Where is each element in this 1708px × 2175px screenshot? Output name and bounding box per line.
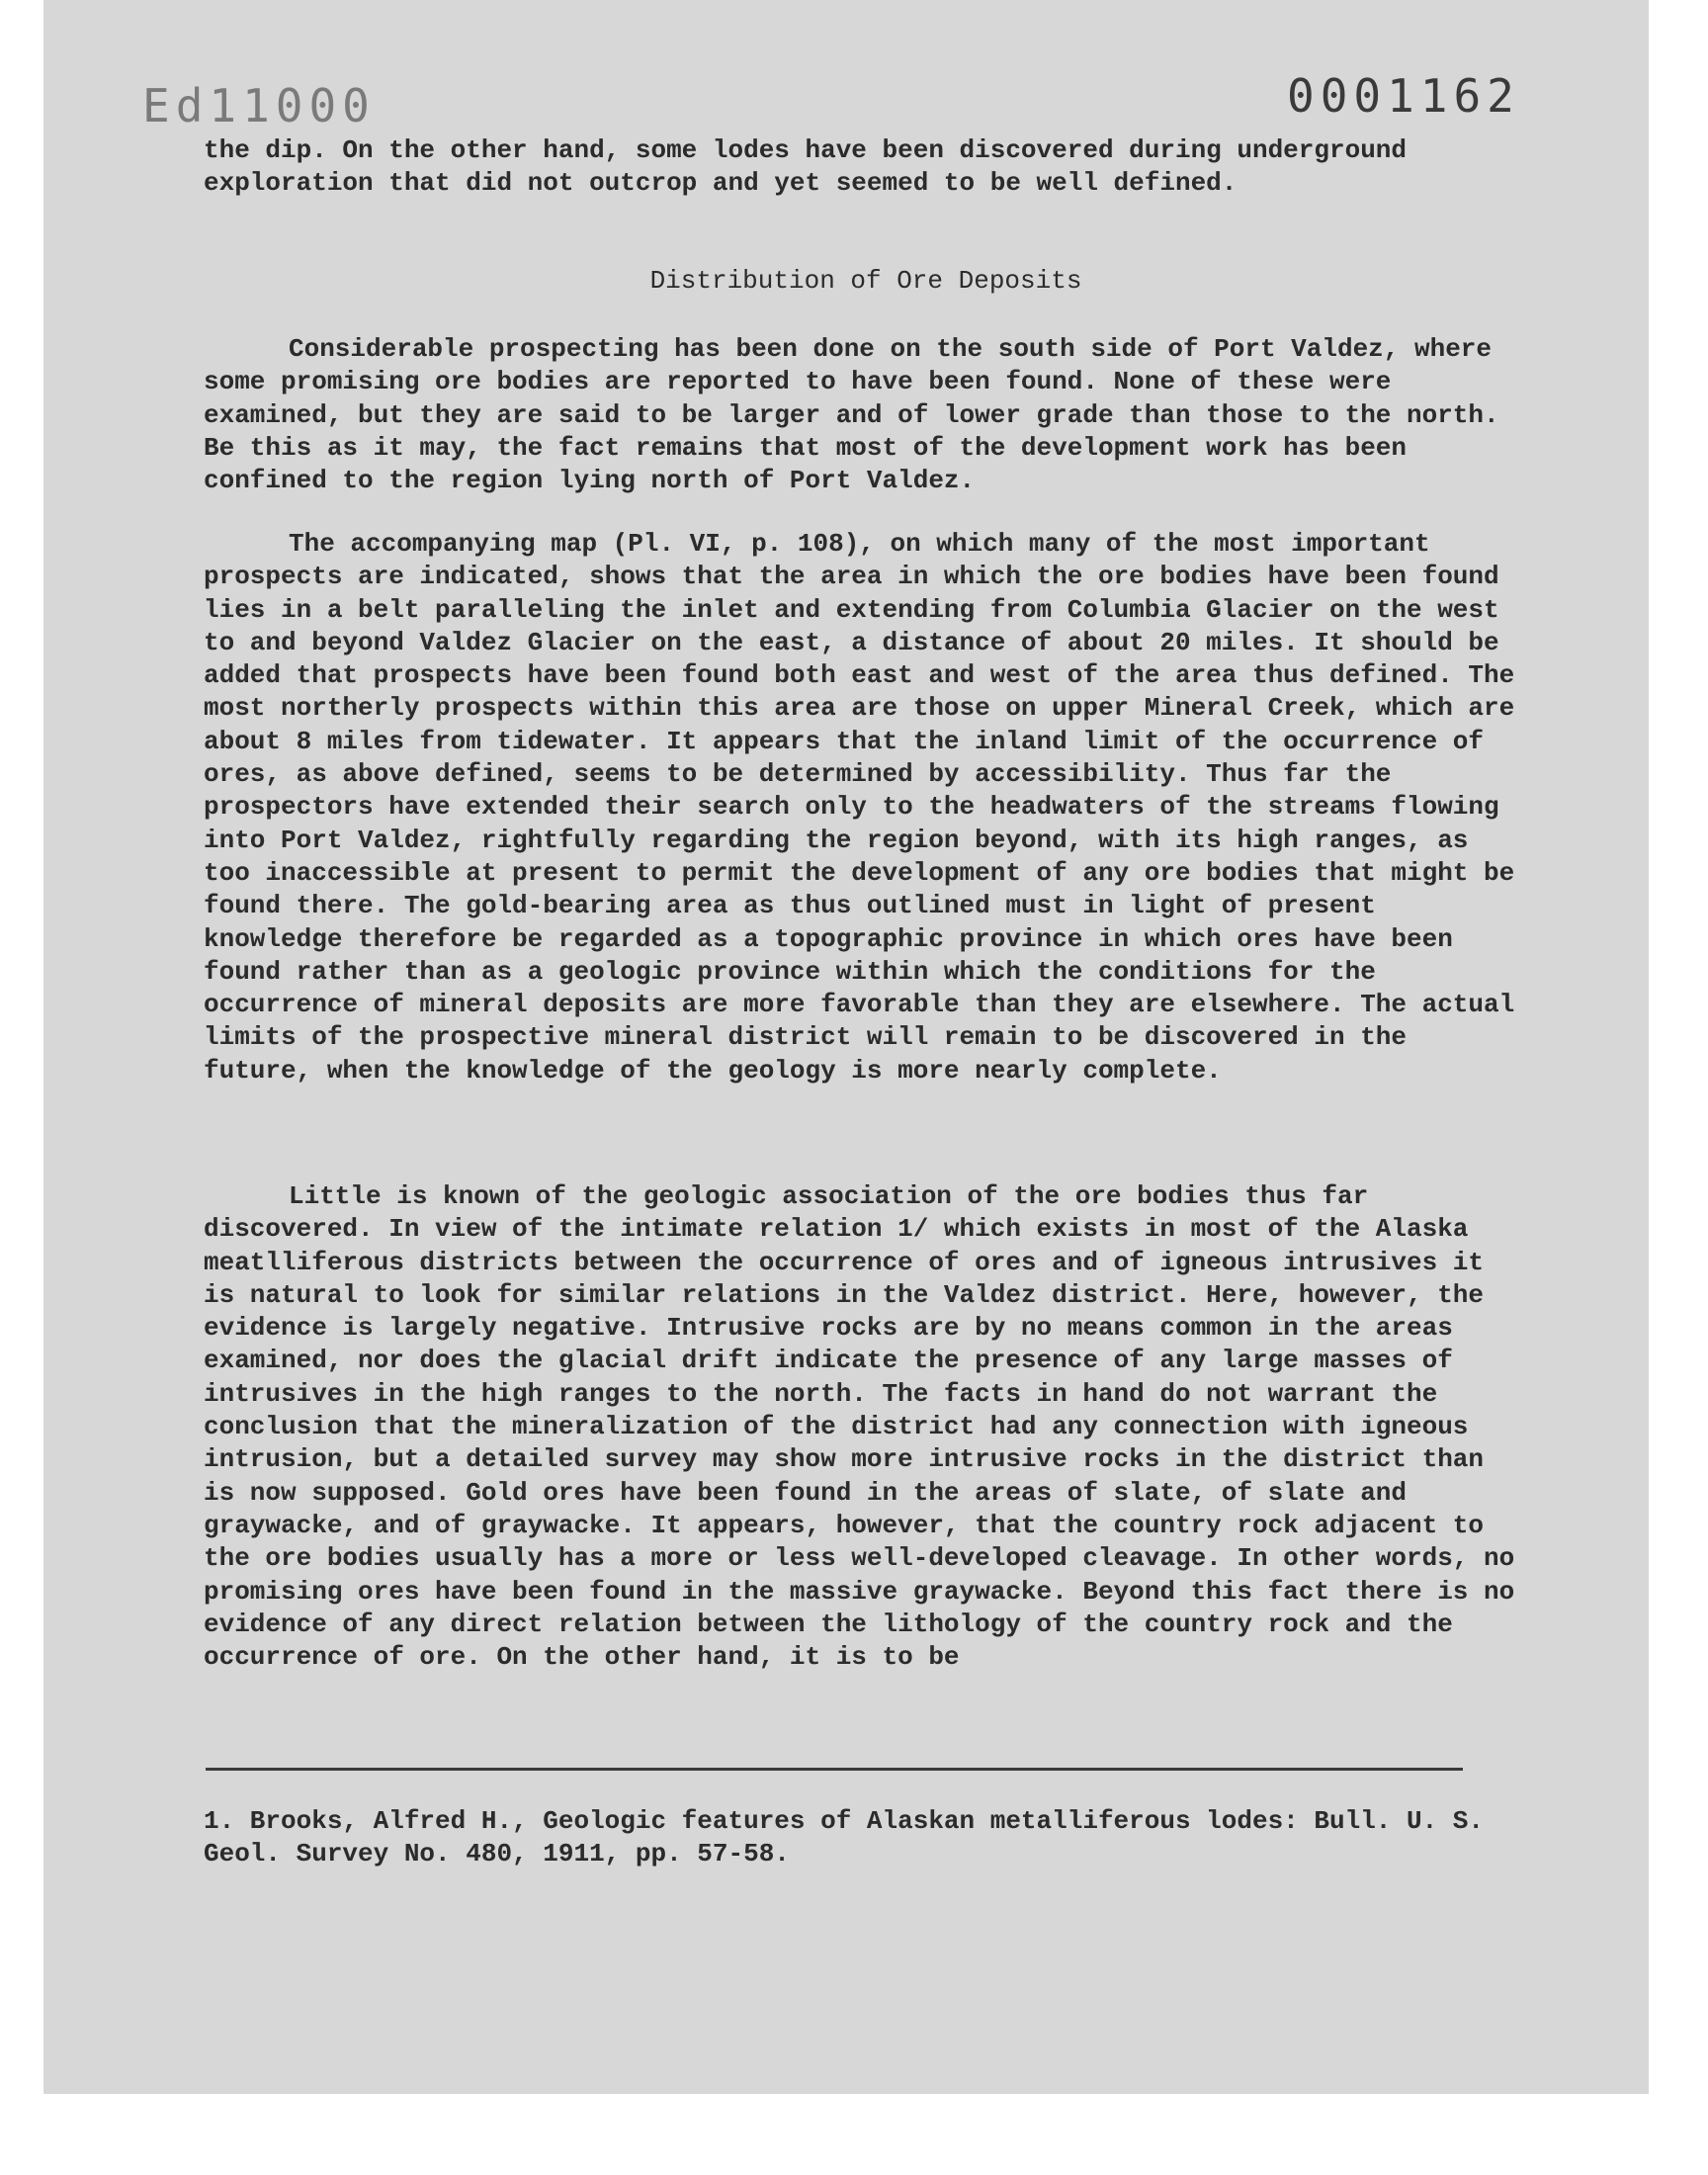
intro-paragraph: the dip. On the other hand, some lodes have been discovered during underground exploration that did not outcrop and yet seemed to be well defined. (204, 135, 1422, 199)
archive-stamp-left: Ed11000 (142, 79, 376, 132)
footnote: 1. Brooks, Alfred H., Geologic features of Alaskan metalliferous lodes: Bull. U. S. Geol. Survey No. 480, 1911, pp. 57-58. (204, 1806, 1499, 1870)
archive-stamp-right: 0001162 (1287, 69, 1520, 123)
section-heading: Distribution of Ore Deposits (649, 266, 1082, 296)
paragraph-1: Considerable prospecting has been done on the south side of Port Valdez, where some promising ore bodies are reported to have been found. None of these were examined, but they are said to be larger and of lower grade than those to the north. Be this as it may, the fact remains that most of the development work has been confined to the region lying north of Port Valdez. (204, 334, 1515, 496)
paragraph-2: The accompanying map (Pl. VI, p. 108), on which many of the most important prospects are indicated, shows that the area in which the ore bodies have been found lies in a belt paralleling the inlet and extending from Columbia Glacier on the west to and beyond Valdez Glacier on the east, a distance of about 20 miles. It should be added that prospects have been found both east and west of the area thus defined. The most northerly prospects within this area are those on upper Mineral Creek, which are about 8 miles from tidewater. It appears that the inland limit of the occurrence of ores, as above defined, seems to be determined by accessibility. Thus far the prospectors have extended their search only to the headwaters of the streams flowing into Port Valdez, rightfully regarding the region beyond, with its high ranges, as too inaccessible at present to permit the development of any ore bodies that might be found there. The gold-bearing area as thus outlined must in light of present knowledge therefore be regarded as a topographic province in which ores have been found rather than as a geologic province within which the conditions for the occurrence of mineral deposits are more favorable than they are elsewhere. The actual limits of the prospective mineral district will remain to be discovered in the future, when the knowledge of the geology is more nearly complete. (204, 529, 1530, 1086)
paragraph-3: Little is known of the geologic association of the ore bodies thus far discovered. In view of the intimate relation 1/ which exists in most of the Alaska meatlliferous districts between the occurrence of ores and of igneous intrusives it is natural to look for similar relations in the Valdez district. Here, however, the evidence is largely negative. Intrusive rocks are by no means common in the areas examined, nor does the glacial drift indicate the presence of any large masses of intrusives in the high ranges to the north. The facts in hand do not warrant the conclusion that the mineralization of the district had any connection with igneous intrusion, but a detailed survey may show more intrusive rocks in the district than is now supposed. Gold ores have been found in the areas of slate, of slate and graywacke, and of graywacke. It appears, however, that the country rock adjacent to the ore bodies usually has a more or less well-developed cleavage. In other words, no promising ores have been found in the massive graywacke. Beyond this fact there is no evidence of any direct relation between the lithology of the country rock and the occurrence of ore. On the other hand, it is to be (204, 1181, 1530, 1673)
footnote-divider (206, 1768, 1463, 1771)
